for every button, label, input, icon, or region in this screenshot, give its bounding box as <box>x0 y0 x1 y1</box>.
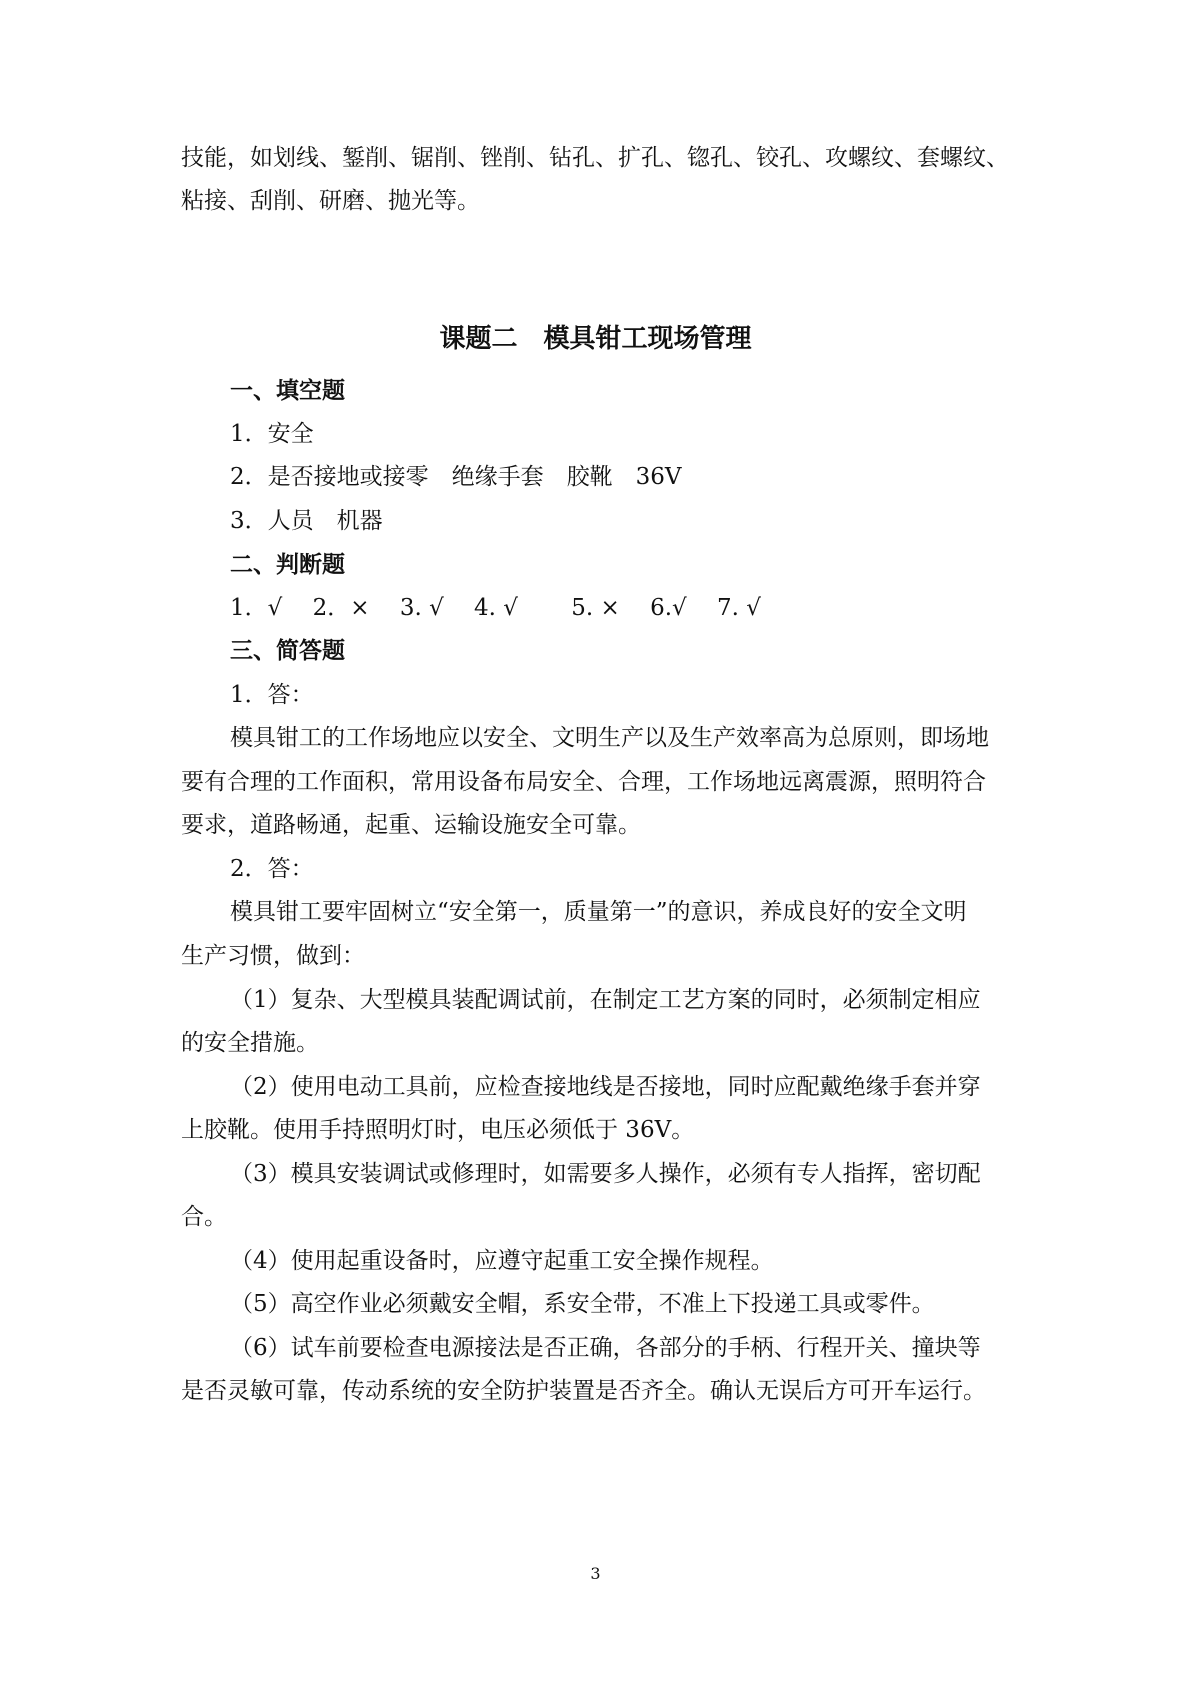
q2-item-3-line: 合。 <box>181 1204 227 1230</box>
q2-item-6-line: （6）试车前要检查电源接法是否正确，各部分的手柄、行程开关、撞块等 <box>230 1335 981 1361</box>
q1-paragraph-line: 模具钳工的工作场地应以安全、文明生产以及生产效率高为总原则，即场地 <box>230 725 989 751</box>
intro-line-2: 粘接、刮削、研磨、抛光等。 <box>181 188 480 214</box>
intro-line-1: 技能，如划线、錾削、锯削、锉削、钻孔、扩孔、锪孔、铰孔、攻螺纹、套螺纹、 <box>181 145 1009 171</box>
heading-true-false: 二、判断题 <box>230 552 345 578</box>
q2-item-5-line: （5）高空作业必须戴安全帽，系安全带，不准上下投递工具或零件。 <box>230 1291 935 1317</box>
q2-item-4-line: （4）使用起重设备时，应遵守起重工安全操作规程。 <box>230 1248 774 1274</box>
heading-fill-in-blank: 一、填空题 <box>230 378 345 404</box>
page-number: 3 <box>590 1564 601 1583</box>
q2-item-2-line: （2）使用电动工具前，应检查接地线是否接地，同时应配戴绝缘手套并穿 <box>230 1074 981 1100</box>
q2-item-2-line: 上胶靴。使用手持照明灯时，电压必须低于 36V。 <box>181 1117 695 1143</box>
q2-item-3-line: （3）模具安装调试或修理时，如需要多人操作，必须有专人指挥，密切配 <box>230 1161 981 1187</box>
fill-answer-3: 3．人员 机器 <box>230 508 383 534</box>
q2-label: 2．答： <box>230 856 314 882</box>
q2-paragraph-line: 生产习惯，做到： <box>181 943 365 969</box>
heading-short-answer: 三、简答题 <box>230 638 345 664</box>
section-title: 课题二 模具钳工现场管理 <box>439 324 752 354</box>
fill-answer-2: 2．是否接地或接零 绝缘手套 胶靴 36V <box>230 464 682 490</box>
q2-item-1-line: 的安全措施。 <box>181 1030 319 1056</box>
q2-item-1-line: （1）复杂、大型模具装配调试前，在制定工艺方案的同时，必须制定相应 <box>230 987 981 1013</box>
q2-item-6-line: 是否灵敏可靠，传动系统的安全防护装置是否齐全。确认无误后方可开车运行。 <box>181 1378 986 1404</box>
true-false-answers: 1．√ 2．× 3. √ 4. √ 5. × 6.√ 7. √ <box>230 595 761 621</box>
q1-label: 1．答： <box>230 682 314 708</box>
fill-answer-1: 1．安全 <box>230 421 314 447</box>
q2-paragraph-line: 模具钳工要牢固树立“安全第一，质量第一”的意识，养成良好的安全文明 <box>230 899 967 925</box>
q1-paragraph-line: 要有合理的工作面积，常用设备布局安全、合理，工作场地远离震源，照明符合 <box>181 769 986 795</box>
q1-paragraph-line: 要求，道路畅通，起重、运输设施安全可靠。 <box>181 812 641 838</box>
